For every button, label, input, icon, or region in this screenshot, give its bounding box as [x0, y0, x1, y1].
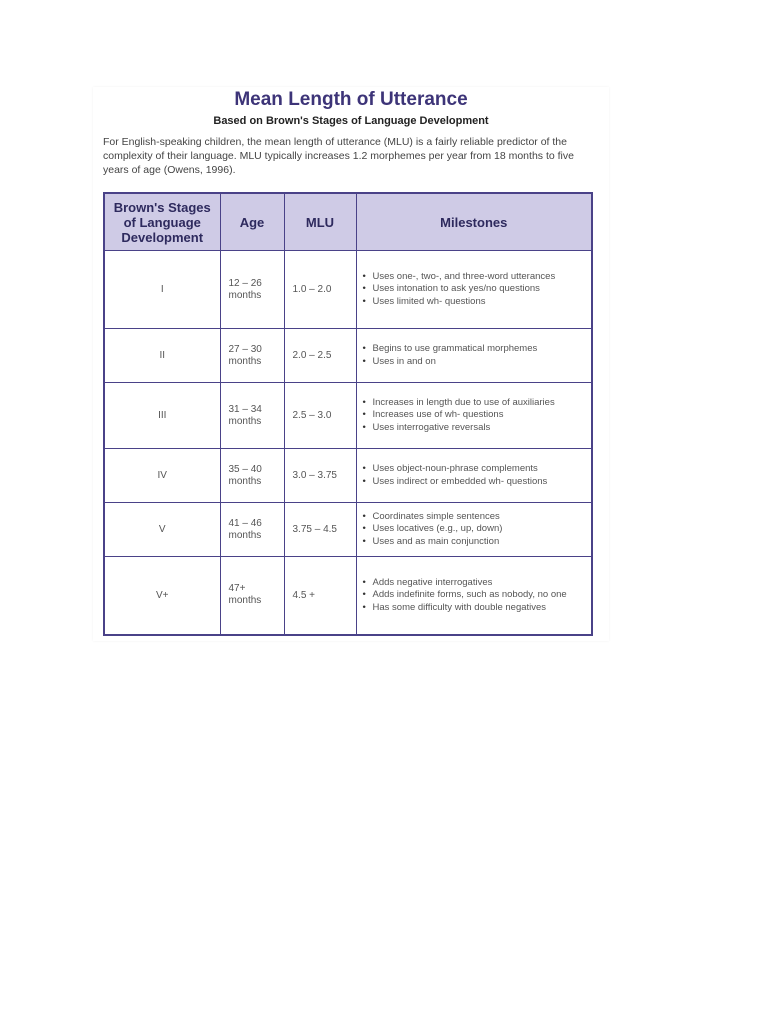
- milestone-item: • Uses object-noun-phrase complements: [373, 463, 588, 476]
- milestone-item: • Coordinates simple sentences: [373, 511, 588, 524]
- table-row: [104, 557, 592, 635]
- milestone-item: • Adds negative interrogatives: [373, 577, 588, 590]
- milestones-cell: [356, 557, 592, 635]
- age-cell: [220, 383, 284, 449]
- milestones-list: [361, 577, 588, 615]
- mlu-cell: 3.75 – 4.5: [284, 503, 356, 557]
- stage-cell: III: [104, 383, 220, 449]
- stage-cell: V: [104, 503, 220, 557]
- milestone-item: • Uses limited wh- questions: [373, 296, 588, 309]
- document-page: [93, 87, 609, 641]
- age-unit: months: [228, 415, 262, 427]
- intro-paragraph: For English-speaking children, the mean length of utterance (MLU) is a fairly reliable predictor of the complexity of their language. MLU typically increases 1.2 morphemes per year from 18 months to five years of age (Owens, 1996).: [103, 136, 574, 176]
- age-cell: [220, 557, 284, 635]
- milestone-item: • Increases in length due to use of auxiliaries: [373, 397, 588, 410]
- header-stage: Brown's Stages of Language Development: [104, 193, 220, 251]
- table-row: [104, 503, 592, 557]
- milestones-cell: [356, 383, 592, 449]
- milestone-item: • Uses locatives (e.g., up, down): [373, 523, 588, 536]
- age-range: 41 – 46: [228, 517, 262, 529]
- milestone-item: • Uses one-, two-, and three-word utterances: [373, 271, 588, 284]
- table-row: [104, 383, 592, 449]
- milestone-item: • Adds indefinite forms, such as nobody, no one: [373, 589, 588, 602]
- milestones-list: [361, 343, 588, 368]
- table-row: [104, 251, 592, 329]
- milestone-item: • Has some difficulty with double negatives: [373, 602, 588, 615]
- age-unit: months: [228, 289, 262, 301]
- age-unit: months: [228, 595, 262, 607]
- age-range: 31 – 34: [228, 403, 262, 415]
- milestone-item: • Uses intonation to ask yes/no questions: [373, 283, 588, 296]
- table-header-row: [104, 193, 592, 251]
- mlu-cell: 2.5 – 3.0: [284, 383, 356, 449]
- stage-cell: IV: [104, 449, 220, 503]
- table-row: [104, 329, 592, 383]
- milestones-cell: [356, 503, 592, 557]
- milestones-cell: [356, 449, 592, 503]
- mlu-cell: 1.0 – 2.0: [284, 251, 356, 329]
- table-row: [104, 449, 592, 503]
- age-unit: months: [228, 529, 262, 541]
- milestones-list: [361, 463, 588, 488]
- milestones-list: [361, 271, 588, 309]
- age-range: 12 – 26: [228, 277, 262, 289]
- milestones-cell: [356, 329, 592, 383]
- age-cell: [220, 251, 284, 329]
- age-range: 47+: [228, 583, 246, 595]
- header-milestones: Milestones: [356, 193, 592, 251]
- milestone-item: • Uses indirect or embedded wh- questions: [373, 476, 588, 489]
- stage-cell: II: [104, 329, 220, 383]
- age-range: 35 – 40: [228, 463, 262, 475]
- milestone-item: • Increases use of wh- questions: [373, 409, 588, 422]
- milestone-item: • Uses interrogative reversals: [373, 422, 588, 435]
- milestone-item: • Uses and as main conjunction: [373, 536, 588, 549]
- header-age: Age: [220, 193, 284, 251]
- milestones-list: [361, 511, 588, 549]
- milestone-item: • Uses in and on: [373, 356, 588, 369]
- mlu-cell: 2.0 – 2.5: [284, 329, 356, 383]
- mlu-table: [103, 192, 593, 636]
- stage-cell: I: [104, 251, 220, 329]
- age-cell: [220, 449, 284, 503]
- milestones-list: [361, 397, 588, 435]
- mlu-cell: 3.0 – 3.75: [284, 449, 356, 503]
- document-subtitle: Based on Brown's Stages of Language Development: [213, 115, 489, 127]
- stage-cell: V+: [104, 557, 220, 635]
- milestone-item: • Begins to use grammatical morphemes: [373, 343, 588, 356]
- mlu-cell: 4.5 +: [284, 557, 356, 635]
- age-cell: [220, 503, 284, 557]
- age-cell: [220, 329, 284, 383]
- header-mlu: MLU: [284, 193, 356, 251]
- document-title: Mean Length of Utterance: [234, 89, 468, 110]
- age-unit: months: [228, 355, 262, 367]
- age-unit: months: [228, 475, 262, 487]
- milestones-cell: [356, 251, 592, 329]
- age-range: 27 – 30: [228, 343, 262, 355]
